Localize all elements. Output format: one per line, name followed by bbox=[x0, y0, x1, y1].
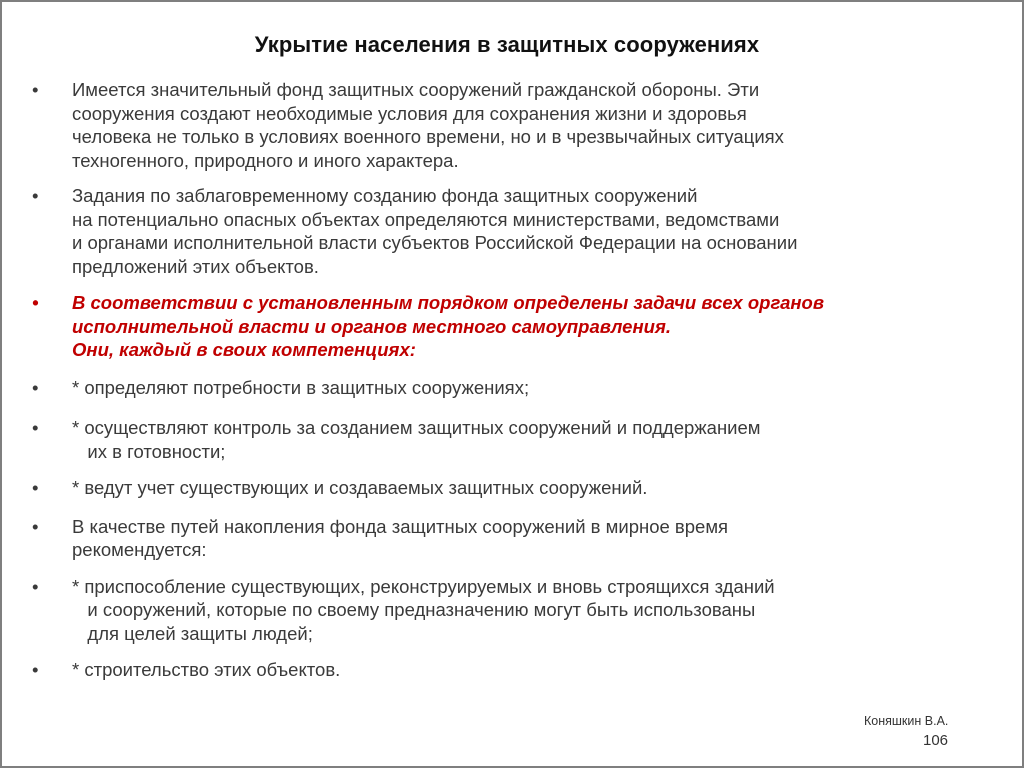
list-item bbox=[2, 476, 1022, 500]
text-line: человека не только в условиях военного времени, но и в чрезвычайных ситуациях bbox=[72, 126, 784, 147]
text-line: * осуществляют контроль за созданием защитных сооружений и поддержанием bbox=[72, 417, 761, 438]
bullet-dot: • bbox=[32, 79, 39, 100]
list-item bbox=[2, 515, 1022, 562]
bullet-dot: • bbox=[32, 417, 39, 438]
text-line: В соответствии с установленным порядком определены задачи всех органов bbox=[72, 292, 825, 313]
text-line: * приспособление существующих, реконструируемых и вновь строящихся зданий bbox=[72, 575, 775, 597]
text-line: рекомендуется: bbox=[72, 539, 207, 560]
list-item bbox=[2, 658, 1022, 682]
text-line: * определяют потребности в защитных сооружениях; bbox=[72, 376, 530, 398]
text-line: исполнительной власти и органов местного самоуправления. bbox=[72, 315, 671, 337]
slide-title: Укрытие населения в защитных сооружениях bbox=[254, 32, 760, 57]
bullet-dot: • bbox=[32, 477, 39, 498]
text-line: на потенциально опасных объектах определяются министерствами, ведомствами bbox=[72, 208, 780, 230]
text-line: * строительство этих объектов. bbox=[72, 659, 341, 680]
text-line: и сооружений, которые по своему предназначению могут быть использованы bbox=[72, 599, 756, 620]
bullet-dot: • bbox=[32, 659, 39, 680]
list-item bbox=[2, 184, 1022, 278]
text-line: В качестве путей накопления фонда защитных сооружений в мирное время bbox=[72, 515, 729, 537]
bullet-dot: • bbox=[32, 376, 39, 398]
bullet-list bbox=[2, 78, 1022, 682]
list-item bbox=[2, 78, 1022, 172]
text-line: Задания по заблаговременному созданию фонда защитных сооружений bbox=[72, 185, 698, 206]
bullet-dot: • bbox=[32, 515, 39, 537]
text-line: Имеется значительный фонд защитных сооружений гражданской обороны. Эти bbox=[72, 79, 760, 100]
text-line: * ведут учет существующих и создаваемых защитных сооружений. bbox=[72, 477, 648, 498]
text-line: и органами исполнительной власти субъектов Российской Федерации на основании bbox=[72, 232, 798, 253]
list-item bbox=[2, 416, 1022, 463]
text-line: Они, каждый в своих компетенциях: bbox=[72, 339, 416, 360]
footer-author: Коняшкин В.А. bbox=[864, 714, 949, 728]
bullet-dot: • bbox=[32, 185, 39, 206]
list-item bbox=[2, 575, 1022, 646]
list-item bbox=[2, 376, 1022, 400]
text-line: для целей защиты людей; bbox=[72, 622, 313, 644]
text-line: сооружения создают необходимые условия для сохранения жизни и здоровья bbox=[72, 102, 747, 124]
text-line: техногенного, природного и иного характера. bbox=[72, 149, 459, 171]
text-line: их в готовности; bbox=[72, 440, 226, 462]
text-line: предложений этих объектов. bbox=[72, 255, 319, 277]
bullet-dot: • bbox=[32, 292, 39, 313]
bullet-dot: • bbox=[32, 575, 39, 597]
page-number: 106 bbox=[923, 732, 949, 749]
list-item-highlighted bbox=[2, 291, 1022, 362]
